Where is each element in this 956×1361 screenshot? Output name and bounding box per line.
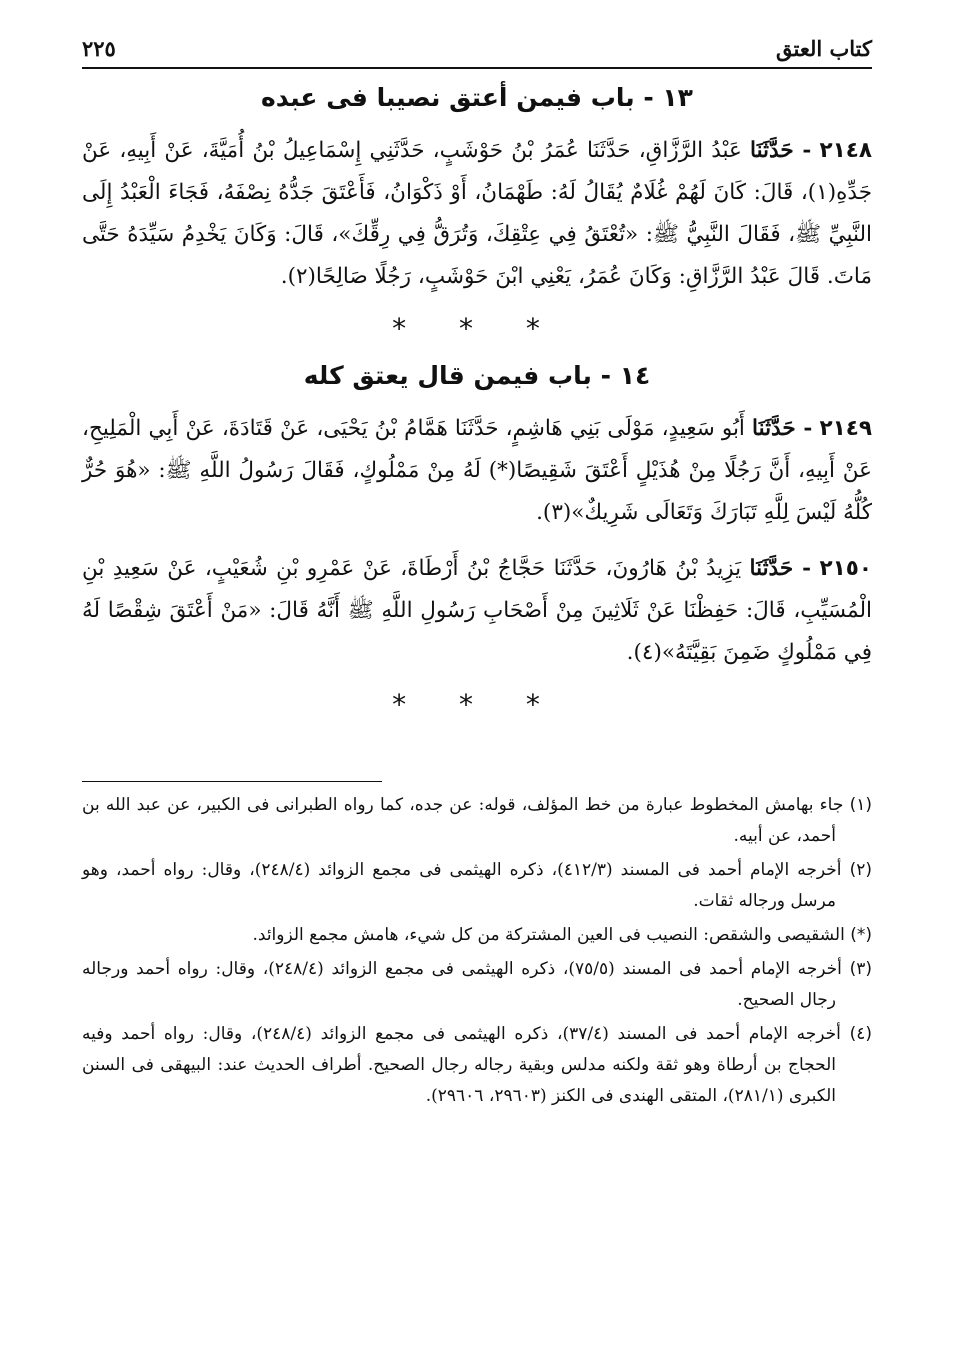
hadith-2149: ٢١٤٩ - حَدَّثَنَا أَبُو سَعِيدٍ، مَوْلَى بَنِي هَاشِمٍ، حَدَّثَنَا هَمَّامُ بْنُ يَحْيَى، عَنْ قَتَادَةَ، عَنْ أَبِي الْمَلِيحِ، عَنْ أَبِيهِ، أَنَّ رَجُلًا مِنْ هُذَيْلٍ أَعْتَقَ شَقِيصًا(*) لَهُ مِنْ مَمْلُوكٍ، فَقَالَ رَسُولُ اللَّهِ ﷺ: «هُوَ حُرٌّ كُلُّهُ لَيْسَ لِلَّهِ تَبَارَكَ وَتَعَالَى شَرِيكٌ»(٣). bbox=[82, 416, 872, 525]
hadith-text: أَبُو سَعِيدٍ، مَوْلَى بَنِي هَاشِمٍ، حَدَّثَنَا هَمَّامُ بْنُ يَحْيَى، عَنْ قَتَادَةَ، عَنْ أَبِي الْمَلِيحِ، عَنْ أَبِيهِ، أَنَّ رَجُلًا مِنْ هُذَيْلٍ أَعْتَقَ شَقِيصًا(*) لَهُ مِنْ مَمْلُوكٍ، فَقَالَ رَسُولُ اللَّهِ ﷺ: «هُوَ حُرٌّ كُلُّهُ لَيْسَ لِلَّهِ تَبَارَكَ وَتَعَالَى شَرِيكٌ»(٣). bbox=[82, 416, 872, 525]
footnote-mark: (١) bbox=[849, 795, 872, 815]
book-title: كتاب العتق bbox=[775, 36, 872, 61]
footnote-4 bbox=[82, 1019, 872, 1112]
footnote-3 bbox=[82, 954, 872, 1016]
footnote-text: أخرجه الإمام أحمد فى المسند (٣٧/٤)، ذكره الهيثمى فى مجمع الزوائد (٢٤٨/٤)، وقال: رواه أحمد وفيه الحجاج بن أرطاة وهو ثقة ولكنه مدلس وبقية رجاله رجال الصحيح. أطراف الحديث عند: البيهقى فى السنن الكبرى (٢٨١/١)، المتقى الهندى فى الكنز (٢٩٦٠٣، ٢٩٦٠٦). bbox=[82, 1024, 841, 1106]
footnote-text: أخرجه الإمام أحمد فى المسند (٧٥/٥)، ذكره الهيثمى فى مجمع الزوائد (٢٤٨/٤)، وقال: رواه أحمد ورجاله رجال الصحيح. bbox=[82, 959, 842, 1010]
section-separator-end: * * * bbox=[392, 688, 562, 721]
footnote-rule bbox=[82, 781, 382, 782]
chapter-heading-14: ١٤ - باب فيمن قال يعتق كله bbox=[303, 361, 651, 390]
hadith-number: ٢١٥٠ bbox=[819, 556, 872, 581]
section-separator: * * * bbox=[392, 312, 562, 345]
running-header bbox=[82, 36, 872, 69]
hadith-number: ٢١٤٨ bbox=[819, 138, 872, 163]
hadith-2148: ٢١٤٨ - حَدَّثَنَا عَبْدُ الرَّزَّاقِ، حَدَّثَنَا عُمَرُ بْنُ حَوْشَبٍ، حَدَّثَنِي إِسْمَاعِيلُ بْنُ أُمَيَّةَ، عَنْ أَبِيهِ، عَنْ جَدِّهِ(١)، قَالَ: كَانَ لَهُمْ غُلَامٌ يُقَالُ لَهُ: طَهْمَانُ، أَوْ ذَكْوَانُ، فَأَعْتَقَ جَدُّهُ نِصْفَهُ، فَجَاءَ الْعَبْدُ إِلَى النَّبِيِّ ﷺ، فَقَالَ النَّبِيُّ ﷺ: «تُعْتَقُ فِي عِتْقِكَ، وَتُرَقُّ فِي رِقِّكَ»، قَالَ: وَكَانَ يَخْدِمُ سَيِّدَهُ حَتَّى مَاتَ. قَالَ عَبْدُ الرَّزَّاقِ: وَكَانَ عُمَرُ، يَعْنِي ابْنَ حَوْشَبٍ، رَجُلًا صَالِحًا(٢). bbox=[82, 138, 872, 289]
chapter-heading-13: ١٣ - باب فيمن أعتق نصيبا فى عبده bbox=[261, 83, 693, 112]
hadith-lead: حَدَّثَنَا bbox=[752, 416, 796, 441]
footnotes bbox=[82, 790, 872, 1112]
hadith-2150: ٢١٥٠ - حَدَّثَنَا يَزِيدُ بْنُ هَارُونَ، حَدَّثَنَا حَجَّاجُ بْنُ أَرْطَاةَ، عَنْ عَمْرِو بْنِ شُعَيْبٍ، عَنْ سَعِيدِ بْنِ الْمُسَيِّبِ، قَالَ: حَفِظْنَا عَنْ ثَلَاثِينَ مِنْ أَصْحَابِ رَسُولِ اللَّهِ ﷺ أَنَّهُ قَالَ: «مَنْ أَعْتَقَ شِقْصًا لَهُ فِي مَمْلُوكٍ ضَمِنَ بَقِيَّتَهُ»(٤). bbox=[82, 556, 872, 665]
footnote-2 bbox=[82, 855, 872, 917]
footnote-mark: (*) bbox=[850, 925, 872, 945]
hadith-lead: حَدَّثَنَا bbox=[750, 138, 794, 163]
hadith-number: ٢١٤٩ bbox=[819, 416, 872, 441]
footnote-star bbox=[82, 920, 872, 951]
footnote-text: جاء بهامش المخطوط عبارة من خط المؤلف، قوله: عن جده، كما رواه الطبرانى فى الكبير، عن عبد الله بن أحمد، عن أبيه. bbox=[82, 795, 844, 846]
footnote-mark: (٢) bbox=[849, 860, 872, 880]
footnote-text: أخرجه الإمام أحمد فى المسند (٤١٢/٣)، ذكره الهيثمى فى مجمع الزوائد (٢٤٨/٤)، وقال: رواه أحمد، وهو مرسل ورجاله ثقات. bbox=[82, 860, 842, 911]
hadith-text: عَبْدُ الرَّزَّاقِ، حَدَّثَنَا عُمَرُ بْنُ حَوْشَبٍ، حَدَّثَنِي إِسْمَاعِيلُ بْنُ أُمَيَّةَ، عَنْ أَبِيهِ، عَنْ جَدِّهِ(١)، قَالَ: كَانَ لَهُمْ غُلَامٌ يُقَالُ لَهُ: طَهْمَانُ، أَوْ ذَكْوَانُ، فَأَعْتَقَ جَدُّهُ نِصْفَهُ، فَجَاءَ الْعَبْدُ إِلَى النَّبِيِّ ﷺ، فَقَالَ النَّبِيُّ ﷺ: «تُعْتَقُ فِي عِتْقِكَ، وَتُرَقُّ فِي رِقِّكَ»، قَالَ: وَكَانَ يَخْدِمُ سَيِّدَهُ حَتَّى مَاتَ. قَالَ عَبْدُ الرَّزَّاقِ: وَكَانَ عُمَرُ، يَعْنِي ابْنَ حَوْشَبٍ، رَجُلًا صَالِحًا(٢). bbox=[82, 138, 872, 289]
page-number: ٢٢٥ bbox=[82, 36, 116, 61]
footnote-1 bbox=[82, 790, 872, 852]
footnote-mark: (٣) bbox=[849, 959, 873, 979]
hadith-lead: حَدَّثَنَا bbox=[749, 556, 794, 581]
footnote-text: الشقيصى والشقص: النصيب فى العين المشتركة من كل شيء، هامش مجمع الزوائد. bbox=[252, 925, 845, 945]
footnote-mark: (٤) bbox=[849, 1024, 872, 1044]
hadith-text: يَزِيدُ بْنُ هَارُونَ، حَدَّثَنَا حَجَّاجُ بْنُ أَرْطَاةَ، عَنْ عَمْرِو بْنِ شُعَيْبٍ، عَنْ سَعِيدِ بْنِ الْمُسَيِّبِ، قَالَ: حَفِظْنَا عَنْ ثَلَاثِينَ مِنْ أَصْحَابِ رَسُولِ اللَّهِ ﷺ أَنَّهُ قَالَ: «مَنْ أَعْتَقَ شِقْصًا لَهُ فِي مَمْلُوكٍ ضَمِنَ بَقِيَّتَهُ»(٤). bbox=[82, 556, 872, 665]
